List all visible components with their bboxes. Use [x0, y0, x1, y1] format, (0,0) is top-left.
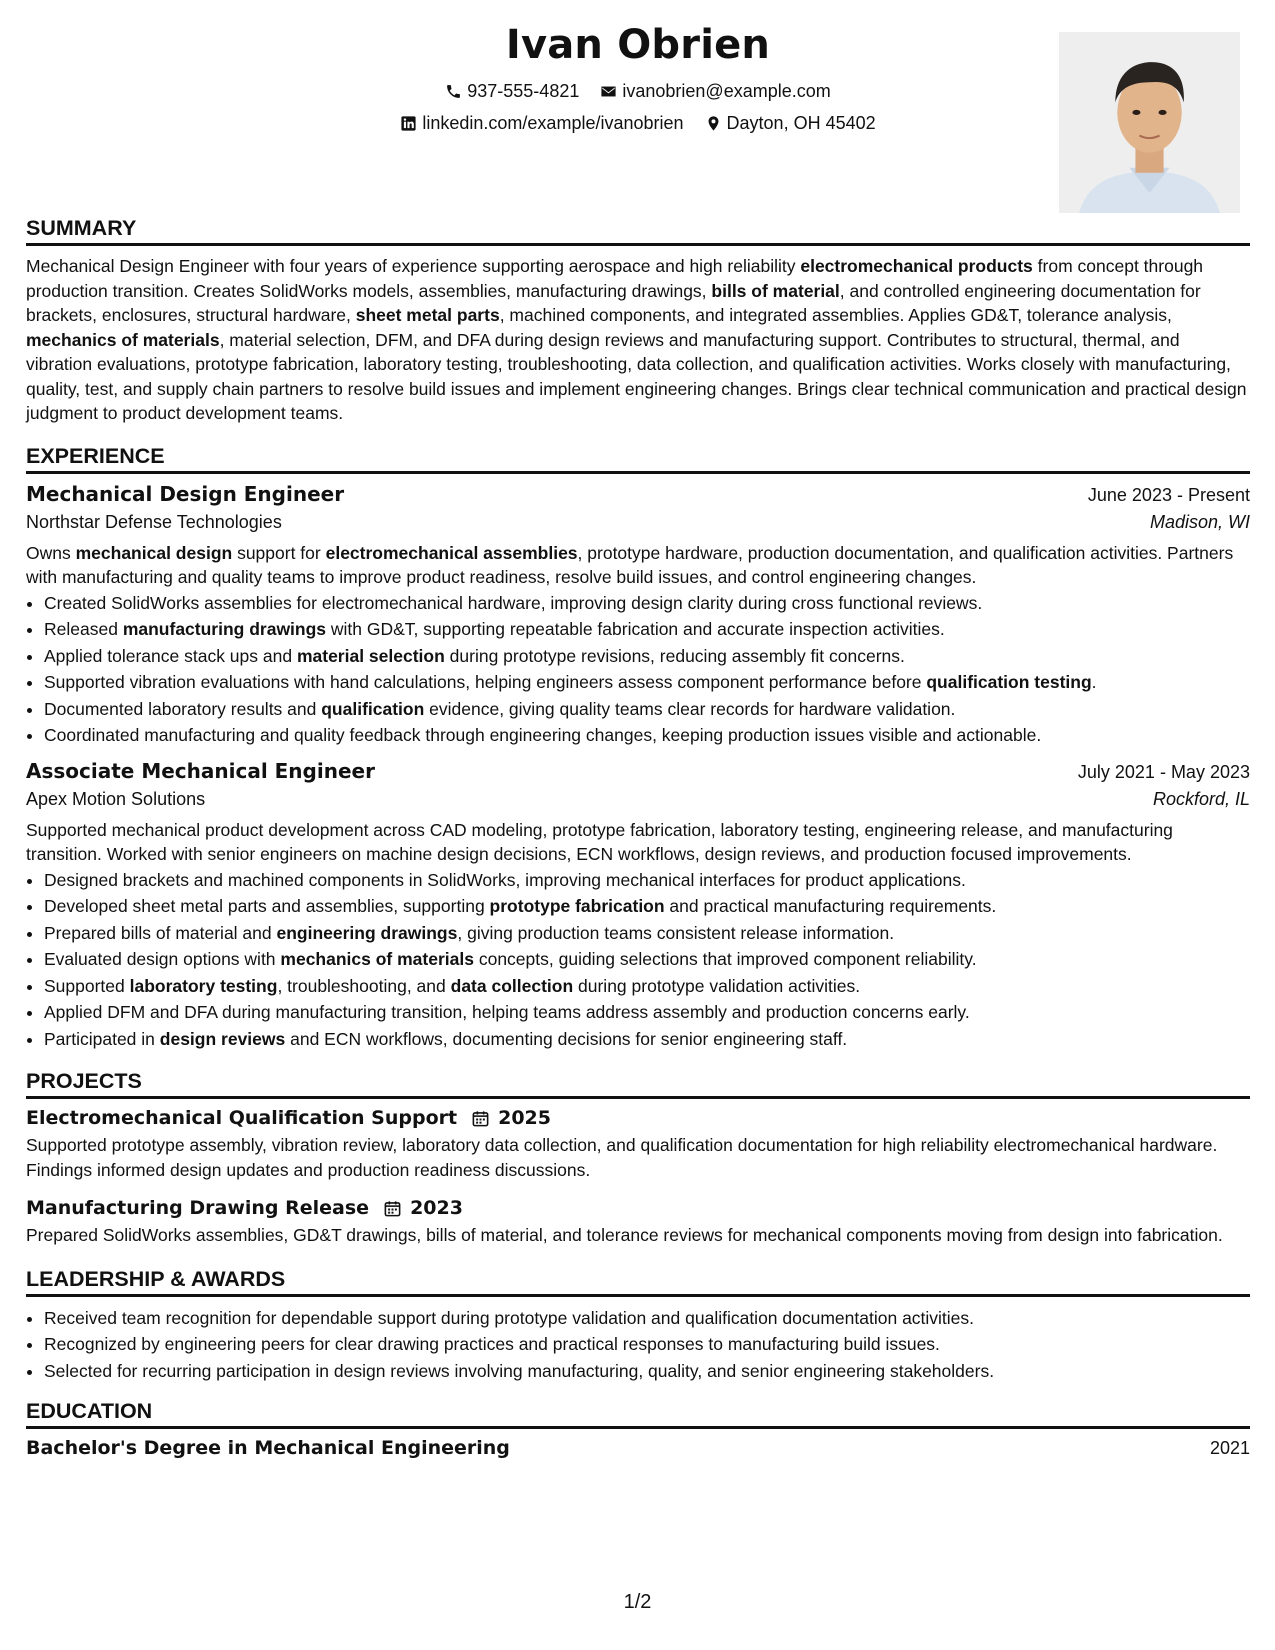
- phone-icon: [445, 83, 462, 100]
- project-description: Supported prototype assembly, vibration review, laboratory data collection, and qualification documentation for high reliability electromechanical hardware. Findings informed design updates and production readiness discussions.: [26, 1135, 1218, 1180]
- text-segment: evidence, giving quality teams clear records for hardware validation.: [424, 698, 956, 719]
- degree-name: Bachelor's Degree in Mechanical Engineering: [26, 1437, 510, 1459]
- bold-keyword: engineering drawings: [276, 922, 458, 943]
- text-segment: during prototype validation activities.: [573, 975, 861, 996]
- bold-keyword: data collection: [450, 975, 574, 996]
- bold-keyword: qualification: [321, 698, 425, 719]
- bullet-item: • Selected for recurring participation in design reviews involving manufacturing, quality, and senior engineering stakeholders.: [44, 1358, 1250, 1385]
- resume-header: [26, 0, 1250, 215]
- job-location: Madison, WI: [1149, 511, 1250, 532]
- page-number: 1/2: [623, 1591, 652, 1613]
- text-segment: Applied tolerance stack ups and: [44, 645, 297, 666]
- bold-keyword: prototype fabrication: [489, 896, 665, 916]
- bold-keyword: mechanics of materials: [26, 329, 220, 350]
- bold-keyword: mechanics of materials: [280, 949, 474, 969]
- text-segment: and ECN workflows, documenting decisions for senior engineering staff.: [285, 1028, 848, 1049]
- text-segment: Supported mechanical product development across CAD modeling, prototype fabrication, laboratory testing, engineering release, and manufacturing transition. Worked with senior engineers on machine design decisions, ECN workflows, design reviews, and production focused improvements.: [26, 819, 1173, 864]
- location-contact: [705, 113, 876, 134]
- bullet-item: [44, 722, 1250, 749]
- email-address: ivanobrien@example.com: [622, 81, 831, 101]
- text-segment: , troubleshooting, and: [277, 975, 451, 996]
- project-entry: [26, 1107, 1250, 1182]
- text-segment: Designed brackets and machined components in SolidWorks, improving mechanical interfaces for product applications.: [44, 869, 966, 890]
- leadership-heading: LEADERSHIP & AWARDS: [26, 1266, 1250, 1297]
- experience-heading: EXPERIENCE: [26, 443, 1250, 474]
- leadership-section: [26, 1266, 1250, 1385]
- text-segment: Mechanical Design Engineer with four years of experience supporting aerospace and high reliability: [26, 256, 801, 276]
- bullet-item: [44, 669, 1250, 696]
- bullet-item: [44, 1026, 1250, 1053]
- bold-keyword: manufacturing drawings: [122, 619, 327, 639]
- text-segment: Applied DFM and DFA during manufacturing transition, helping teams address assembly and production concerns early.: [44, 1002, 970, 1022]
- text-segment: Evaluated design options with: [44, 949, 281, 969]
- projects-section: [26, 1068, 1250, 1248]
- text-segment: Developed sheet metal parts and assemblies, supporting: [44, 896, 490, 916]
- text-segment: concepts, guiding selections that improved component reliability.: [473, 949, 977, 969]
- candidate-name: Ivan Obrien: [505, 22, 771, 68]
- linkedin-icon: [400, 115, 417, 132]
- portrait-illustration: [1059, 32, 1240, 213]
- education-heading: EDUCATION: [26, 1398, 1250, 1429]
- experience-section: [26, 443, 1250, 1053]
- phone-contact[interactable]: [445, 81, 579, 102]
- location-text: Dayton, OH 45402: [726, 113, 876, 133]
- bold-keyword: mechanical design: [75, 542, 233, 563]
- summary-text: [26, 254, 1250, 426]
- text-segment: , machined components, and integrated assemblies. Applies GD&T, tolerance analysis,: [499, 305, 1172, 325]
- text-segment: , and controlled engineering documentation for brackets, enclosures, structural hardware,: [26, 280, 1201, 325]
- job-location: Rockford, IL: [1152, 788, 1250, 809]
- leadership-bullets: [26, 1305, 1250, 1385]
- bold-keyword: electromechanical products: [800, 256, 1033, 276]
- bullet-item: [44, 920, 1250, 947]
- text-segment: Created SolidWorks assemblies for electromechanical hardware, improving design clarity during cross functional reviews.: [44, 592, 983, 613]
- job-dates: July 2021 - May 2023: [1077, 761, 1250, 782]
- text-segment: Prepared bills of material and: [44, 922, 277, 943]
- bullet-item: [44, 590, 1250, 617]
- bullet-item: [44, 696, 1250, 723]
- linkedin-contact[interactable]: [400, 113, 683, 134]
- text-segment: , material selection, DFM, and DFA during design reviews and manufacturing support. Contributes to structural, thermal, and vibration evaluations, prototype fabrication, laboratory testing, troubleshooting, data collection, and qualification activities. Works closely with manufacturing, quality, test, and supply chain partners to resolve build issues and implement engineering changes. Brings clear technical communication and practical design judgment to product development teams.: [26, 329, 1247, 423]
- text-segment: and practical manufacturing requirements.: [664, 896, 997, 916]
- text-segment: during prototype revisions, reducing assembly fit concerns.: [444, 645, 905, 666]
- project-year: 2025: [498, 1107, 551, 1129]
- email-contact[interactable]: [600, 81, 830, 102]
- project-description: Prepared SolidWorks assemblies, GD&T drawings, bills of material, and tolerance reviews for mechanical components moving from design into fabrication.: [26, 1225, 1223, 1245]
- text-segment: Owns: [26, 542, 76, 563]
- job-entry: [26, 482, 1250, 749]
- bold-keyword: sheet metal parts: [355, 305, 500, 325]
- job-title: Associate Mechanical Engineer: [26, 758, 375, 783]
- job-dates: June 2023 - Present: [1087, 484, 1250, 505]
- job-company: Apex Motion Solutions: [26, 788, 206, 809]
- summary-heading: SUMMARY: [26, 215, 1250, 246]
- bullet-item: [44, 643, 1250, 670]
- bullet-item: [44, 999, 1250, 1026]
- job-bullets: [26, 867, 1250, 1053]
- text-segment: with GD&T, supporting repeatable fabrication and accurate inspection activities.: [326, 619, 945, 639]
- graduation-year: 2021: [1209, 1438, 1250, 1458]
- map-pin-icon: [705, 115, 722, 132]
- bullet-item: [44, 946, 1250, 973]
- envelope-icon: [600, 83, 617, 100]
- text-segment: Released: [44, 619, 123, 639]
- bullet-item: [44, 616, 1250, 643]
- project-entry: [26, 1197, 1250, 1248]
- bullet-item: • Received team recognition for dependable support during prototype validation and qualification documentation activities.: [44, 1305, 1250, 1332]
- bold-keyword: material selection: [296, 645, 445, 666]
- job-bullets: [26, 590, 1250, 749]
- text-segment: , prototype hardware, production documentation, and qualification activities. Partners with manufacturing and quality teams to improve product readiness, resolve build issues, and control engineering changes.: [26, 542, 1234, 587]
- text-segment: , giving production teams consistent release information.: [457, 922, 895, 943]
- job-company: Northstar Defense Technologies: [26, 511, 282, 532]
- job-title: Mechanical Design Engineer: [26, 481, 345, 506]
- text-segment: Coordinated manufacturing and quality feedback through engineering changes, keeping production issues visible and actionable.: [44, 725, 1042, 745]
- bold-keyword: bills of material: [711, 280, 840, 301]
- bold-keyword: design reviews: [159, 1028, 286, 1049]
- bold-keyword: electromechanical assemblies: [325, 542, 578, 563]
- bullet-item: [44, 973, 1250, 1000]
- text-segment: .: [1091, 672, 1097, 692]
- job-entry: [26, 759, 1250, 1053]
- project-year: 2023: [410, 1197, 463, 1219]
- profile-photo: [1059, 32, 1240, 213]
- bold-keyword: laboratory testing: [129, 975, 278, 996]
- bold-keyword: qualification testing: [926, 672, 1092, 692]
- job-description: [26, 541, 1250, 590]
- summary-section: [26, 215, 1250, 426]
- project-name: Electromechanical Qualification Support: [26, 1107, 458, 1129]
- projects-heading: PROJECTS: [26, 1068, 1250, 1099]
- text-segment: Supported: [44, 975, 130, 996]
- education-section: [26, 1398, 1250, 1459]
- text-segment: support for: [232, 542, 326, 563]
- resume-page: [26, 0, 1250, 1459]
- text-segment: Documented laboratory results and: [44, 698, 322, 719]
- linkedin-url: linkedin.com/example/ivanobrien: [422, 113, 684, 133]
- project-name: Manufacturing Drawing Release: [26, 1197, 370, 1219]
- text-segment: Supported vibration evaluations with hand calculations, helping engineers assess component performance before: [44, 672, 927, 692]
- bullet-item: [44, 867, 1250, 894]
- text-segment: Participated in: [44, 1028, 160, 1049]
- bullet-item: • Recognized by engineering peers for clear drawing practices and practical responses to manufacturing build issues.: [44, 1331, 1250, 1358]
- phone-number: 937-555-4821: [467, 81, 580, 101]
- calendar-icon: [471, 1109, 490, 1128]
- text-segment: from concept through production transition. Creates SolidWorks models, assemblies, manufacturing drawings,: [26, 256, 1204, 301]
- calendar-icon: [383, 1199, 402, 1218]
- job-description: [26, 818, 1250, 867]
- bullet-item: [44, 893, 1250, 920]
